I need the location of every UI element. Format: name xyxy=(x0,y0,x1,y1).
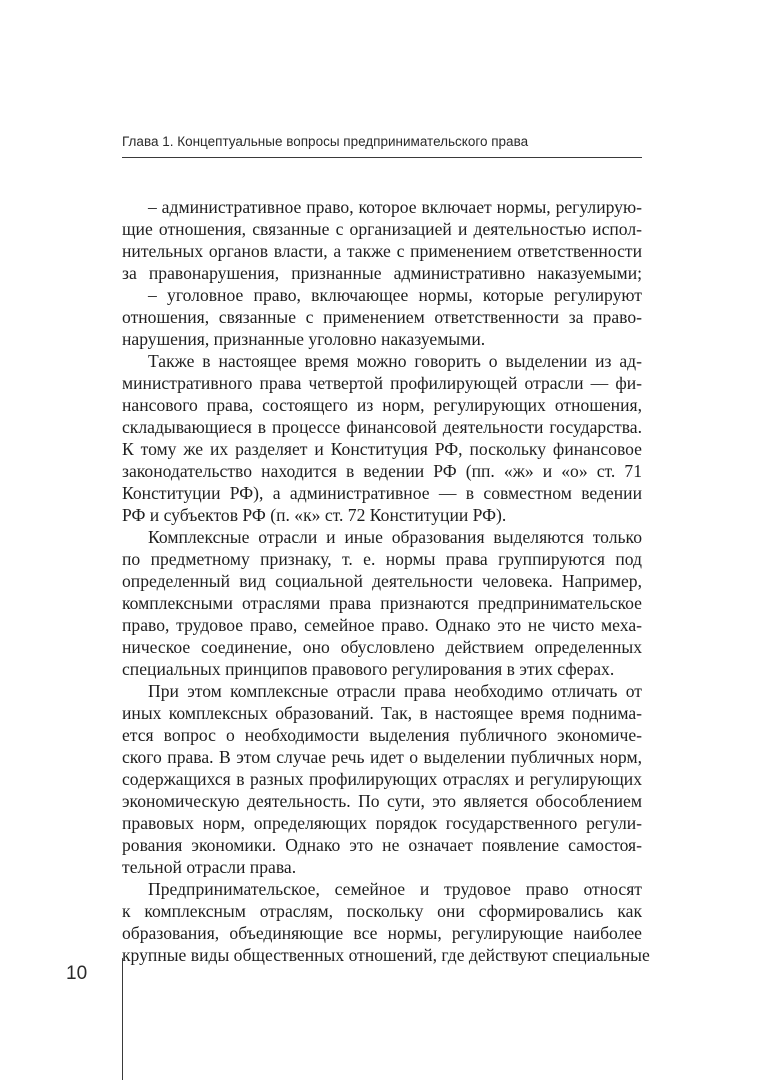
text-line: складывающиеся в процессе финансовой деятельности государства. xyxy=(122,417,642,437)
text-line: нарушения, признанные уголовно наказуемыми. xyxy=(122,329,486,349)
text-line: нансового права, состоящего из норм, регулирующих отношения, xyxy=(122,395,642,415)
text-line: образования, объединяющие все нормы, регулирующие наиболее xyxy=(122,923,642,943)
page-number: 10 xyxy=(66,963,88,984)
text-line: – уголовное право, включающее нормы, которые регулируют xyxy=(148,285,642,305)
text-line: – административное право, которое включает нормы, регулирую- xyxy=(148,197,642,217)
text-line: тельной отрасли права. xyxy=(122,857,297,877)
text-line: определенный вид социальной деятельности человека. Например, xyxy=(122,571,642,591)
text-line: РФ и субъектов РФ (п. «к» ст. 72 Конституции РФ). xyxy=(122,505,507,525)
text-line: Конституции РФ), а административное — в совместном ведении xyxy=(122,483,642,503)
text-line: щие отношения, связанные с организацией и деятельностью испол- xyxy=(122,219,642,239)
text-line: крупные виды общественных отношений, где действуют специальные xyxy=(122,945,650,965)
text-line: иных комплексных образований. Так, в настоящее время поднима- xyxy=(122,703,642,723)
text-line: ническое соединение, оно обусловлено действием определенных xyxy=(122,637,642,657)
text-line: Предпринимательское, семейное и трудовое право относят xyxy=(148,879,642,899)
text-line: Также в настоящее время можно говорить о выделении из ад- xyxy=(148,351,642,371)
text-line: комплексными отраслями права признаются предпринимательское xyxy=(122,593,642,613)
text-line: правовых норм, определяющих порядок государственного регули- xyxy=(122,813,642,833)
text-line: К тому же их разделяет и Конституция РФ, поскольку финансовое xyxy=(122,439,642,459)
header-divider xyxy=(122,157,642,158)
text-line: экономическую деятельность. По сути, это является обособлением xyxy=(122,791,642,811)
text-line: по предметному признаку, т. е. нормы права группируются под xyxy=(122,549,642,569)
body-text xyxy=(122,196,650,966)
footer-divider xyxy=(122,958,123,1080)
text-line: за правонарушения, признанные административно наказуемыми; xyxy=(122,263,642,283)
running-title: Глава 1. Концептуальные вопросы предпринимательского права xyxy=(122,134,529,149)
text-line: нительных органов власти, а также с применением ответственности xyxy=(122,241,642,261)
text-line: отношения, связанные с применением ответственности за право- xyxy=(122,307,642,327)
text-line: содержащихся в разных профилирующих отраслях и регулирующих xyxy=(122,769,642,789)
text-line: право, трудовое право, семейное право. Однако это не чисто меха- xyxy=(122,615,642,635)
text-line: При этом комплексные отрасли права необходимо отличать от xyxy=(148,681,642,701)
text-line: законодательство находится в ведении РФ (пп. «ж» и «о» ст. 71 xyxy=(122,461,642,481)
text-line: специальных принципов правового регулирования в этих сферах. xyxy=(122,659,615,679)
text-line: Комплексные отрасли и иные образования выделяются только xyxy=(148,527,642,547)
text-line: министративного права четвертой профилирующей отрасли — фи- xyxy=(122,373,642,393)
text-line: к комплексным отраслям, поскольку они сформировались как xyxy=(122,901,642,921)
text-line: рования экономики. Однако это не означает появление самостоя- xyxy=(122,835,642,855)
text-line: ется вопрос о необходимости выделения публичного экономиче- xyxy=(122,725,642,745)
text-line: ского права. В этом случае речь идет о выделении публичных норм, xyxy=(122,747,642,767)
